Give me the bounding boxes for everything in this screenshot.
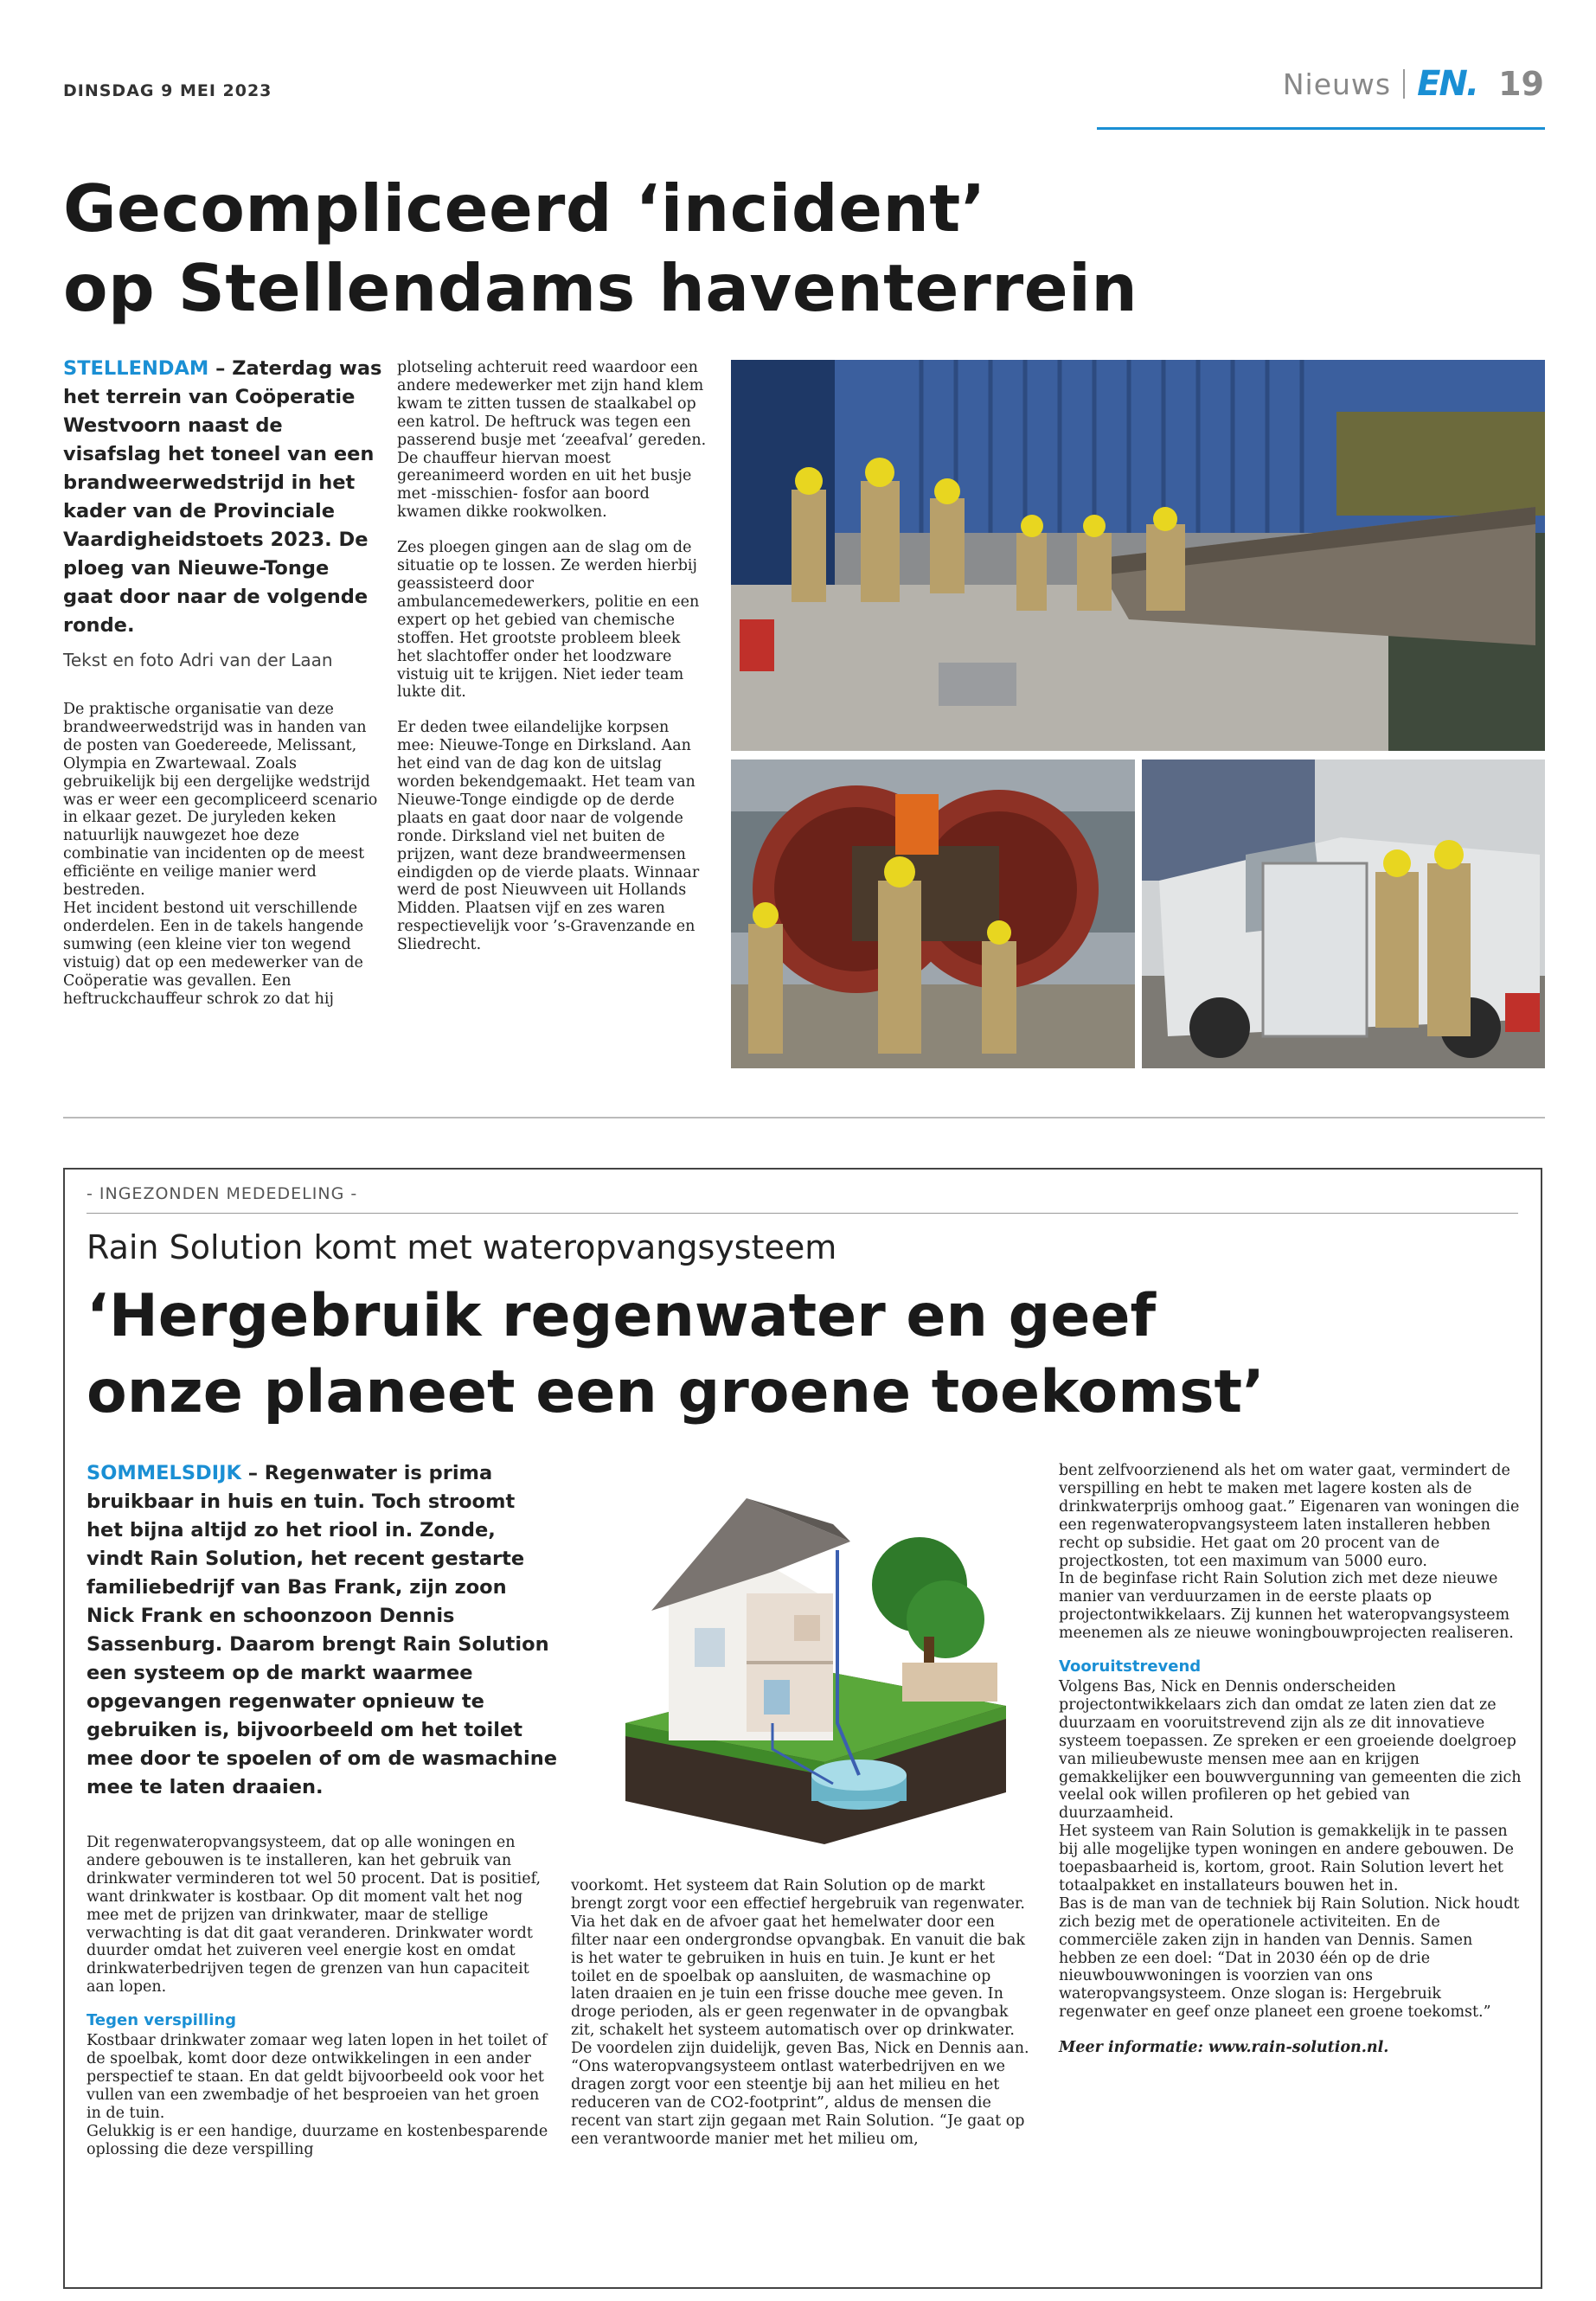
article-credit: Tekst en foto Adri van der Laan	[63, 650, 333, 670]
paragraph: Zes ploegen gingen aan de slag om de situatie op te lossen. Ze werden hierbij geassisteerd door ambulancemedewerkers, politie en een expert op het gebied van chemische stoffen. Het grootste probleem bleek het slachtoffer onder het loodzware vistuig uit te krijgen. Niet ieder team lukte dit.	[397, 539, 700, 702]
article-column-2	[397, 359, 708, 971]
paragraph: Gelukkig is er een handige, duurzame en kostenbesparende oplossing die deze verspilling	[87, 2122, 548, 2158]
advertorial-lead	[87, 1459, 558, 1802]
article-headline	[63, 169, 1534, 328]
paragraph: Kostbaar drinkwater zomaar weg laten lopen in het toilet of de spoelbak, komt door deze ontwikkelingen in een ander perspectief te staan. En dat geldt bijvoorbeeld ook voor het vullen van een zwembadje of het besproeien van het groen in de tuin.	[87, 2032, 548, 2122]
advertorial-column-2	[571, 1877, 1034, 2166]
lead-text: – Zaterdag was het terrein van Coöperatie Westvoorn naast de visafslag het toneel van een brandweerwedstrijd in het kader van de Provinciale Vaardigheidstoets 2023. De ploeg van Nieuwe-Tonge gaat door naar de volgende ronde.	[63, 357, 382, 637]
paragraph: Volgens Bas, Nick en Dennis onderscheiden projectontwikkelaars zich dan omdat ze laten zien dat ze duurzaam en vooruitstrevend zijn als ze dit innovatieve systeem toepassen. Ze spreken er een groeiende doelgroep van milieubewuste mensen mee aan en krijgen gemakkelijker een bouwvergunning van gemeenten die zich veelal ook willen profileren op het gebied van duurzaamheid.	[1059, 1677, 1522, 1823]
advertorial-subtitle: Rain Solution komt met wateropvangsysteem	[87, 1228, 837, 1266]
dateline-place: STELLENDAM	[63, 357, 209, 380]
advertorial-column-1	[87, 1834, 558, 2176]
headline-line-1: ‘Hergebruik regenwater en geef	[87, 1282, 1157, 1350]
header-rule	[1097, 127, 1545, 130]
article-lead	[63, 355, 385, 640]
paragraph: De praktische organisatie van deze brandweerwedstrijd was in handen van de posten van Goedereede, Melissant, Olympia en Zwartewaal. Zoals gebruikelijk bij een dergelijke wedstrijd was er weer een gecompliceerd scenario in elkaar gezet. De juryleden keken natuurlijk nauwgezet hoe deze combinatie van incidenten op de meest efficiënte en veilige manier werd bestreden.	[63, 701, 378, 900]
photo-van-rescue	[1142, 760, 1545, 1068]
advertorial-headline	[87, 1279, 1514, 1431]
more-info-link[interactable]: Meer informatie: www.rain-solution.nl.	[1059, 2039, 1389, 2057]
paragraph: bent zelfvoorzienend als het om water gaat, vermindert de verspilling en hebt te maken met lagere kosten als de drinkwaterprijs omhoog gaat.” Eigenaren van woningen die een regenwateropvangsysteem laten installeren hebben recht op subsidie. Het gaat om 20 procent van de projectkosten, tot een maximum van 5000 euro.	[1059, 1462, 1520, 1570]
paragraph: In de beginfase richt Rain Solution zich met deze nieuwe manier van verduurzamen in de eerste plaats op projectontwikkelaars. Zij kunnen het wateropvangsysteem meenemen als ze nieuwe woningbouwprojecten realiseren.	[1059, 1570, 1514, 1643]
headline-line-2: op Stellendams haventerrein	[63, 250, 1138, 326]
header-divider	[1403, 69, 1405, 99]
rainwater-system-illustration	[574, 1464, 1036, 1853]
paragraph: voorkomt. Het systeem dat Rain Solution op de markt brengt zorgt voor een effectief hergebruik van regenwater. Via het dak en de afvoer gaat het hemelwater door een filter naar een ondergrondse opvangbak. En vanuit die bak is het water te gebruiken in huis en tuin. Je kunt er het toilet en de spoelbak op aansluiten, de wasmachine op laten draaien en je tuin een frisse douche mee geven. In droge perioden, als er geen regenwater in de opvangbak zit, schakelt het systeem automatisch over op drinkwater.	[571, 1877, 1025, 2040]
section-divider	[63, 1117, 1545, 1118]
paragraph: Er deden twee eilandelijke korpsen mee: Nieuwe-Tonge en Dirksland. Aan het eind van de dag kon de uitslag worden bekendgemaakt. Het team van Nieuwe-Tonge eindigde op de derde plaats en gaat door naar de volgende ronde. Dirksland viel net buiten de prijzen, want deze brandweermensen eindigden op de vierde plaats. Winnaar werd de post Nieuwveen uit Hollands Midden. Plaatsen vijf en zes waren respectievelijk voor ’s-Gravenzande en Sliedrecht.	[397, 719, 700, 954]
page-header-right	[1283, 64, 1544, 104]
photo-cable-reel-rescue	[731, 760, 1135, 1068]
article-column-1	[63, 701, 385, 1025]
issue-date: DINSDAG 9 MEI 2023	[63, 81, 272, 100]
headline-line-2: onze planeet een groene toekomst’	[87, 1358, 1265, 1426]
subheading: Vooruitstrevend	[1059, 1657, 1202, 1676]
paragraph: Het systeem van Rain Solution is gemakkelijk in te passen bij alle mogelijke typen woningen en andere gebouwen. De toepasbaarheid is, kortom, groot. Rain Solution levert het totaalpakket en installateurs bouwen het in.	[1059, 1823, 1514, 1894]
lead-text: – Regenwater is prima bruikbaar in huis en tuin. Toch stroomt het bijna altijd zo het riool in. Zonde, vindt Rain Solution, het recent gestarte familiebedrijf van Bas Frank, zijn zoon Nick Frank en schoonzoon Dennis Sassenburg. Daarom brengt Rain Solution een systeem op de markt waarmee opgevangen regenwater opnieuw te gebruiken is, bijvoorbeeld om het toilet mee door te spoelen of om de wasmachine mee te laten draaien.	[87, 1462, 557, 1798]
advertorial-kicker-rule	[87, 1213, 1518, 1214]
paragraph: Dit regenwateropvangsysteem, dat op alle woningen en andere gebouwen is te installeren, kan het gebruik van drinkwater verminderen tot wel 50 procent. Dat is positief, want drinkwater is kostbaar. Op dit moment valt het nog mee met de prijzen van drinkwater, maar de stellige verwachting is dat dit gaat veranderen. Drinkwater wordt duurder omdat het zuiveren veel energie kost en omdat drinkwaterbedrijven tegen de grenzen van hun capaciteit aan lopen.	[87, 1834, 542, 1997]
paragraph: De voordelen zijn duidelijk, geven Bas, Nick en Dennis aan. “Ons wateropvangsysteem ontlast waterbedrijven en we dragen zorgt voor een steentje bij aan het milieu en het reduceren van de CO2-footprint”, aldus de mensen die recent van start zijn gegaan met Rain Solution. “Je gaat op een verantwoorde manier met het milieu om,	[571, 2040, 1029, 2148]
headline-line-1: Gecompliceerd ‘incident’	[63, 170, 986, 247]
page-number: 19	[1498, 65, 1544, 103]
paragraph: Het incident bestond uit verschillende onderdelen. Een in de takels hangende sumwing (een kleine vier ton wegend vistuig) dat op een medewerker van de Coöperatie was gevallen. Een heftruckchauffeur schrok zo dat hij	[63, 899, 364, 1008]
section-label: Nieuws	[1282, 67, 1392, 101]
newspaper-logo: EN.	[1417, 64, 1478, 104]
subheading: Tegen verspilling	[87, 2011, 237, 2030]
photo-firefighters-rescue	[731, 360, 1545, 751]
advertorial-column-3	[1059, 1462, 1526, 2074]
dateline-place: SOMMELSDIJK	[87, 1462, 241, 1484]
advertorial-kicker: - INGEZONDEN MEDEDELING -	[87, 1184, 358, 1203]
paragraph: plotseling achteruit reed waardoor een andere medewerker met zijn hand klem kwam te zitten tussen de staalkabel op een katrol. De heftruck was tegen een passerend busje met ‘zeeafval’ gereden. De chauffeur hiervan moest gereanimeerd worden en uit het busje met -misschien- fosfor aan boord kwamen dikke rookwolken.	[397, 359, 707, 522]
paragraph: Bas is de man van de techniek bij Rain Solution. Nick houdt zich bezig met de operationele activiteiten. En de commerciële zaken zijn in handen van Dennis. Samen hebben ze een doel: “Dat in 2030 één op de drie nieuwbouwwoningen is voorzien van ons wateropvangsysteem. Onze slogan is: Hergebruik regenwater en geef onze planeet een groene toekomst.”	[1059, 1894, 1520, 2022]
